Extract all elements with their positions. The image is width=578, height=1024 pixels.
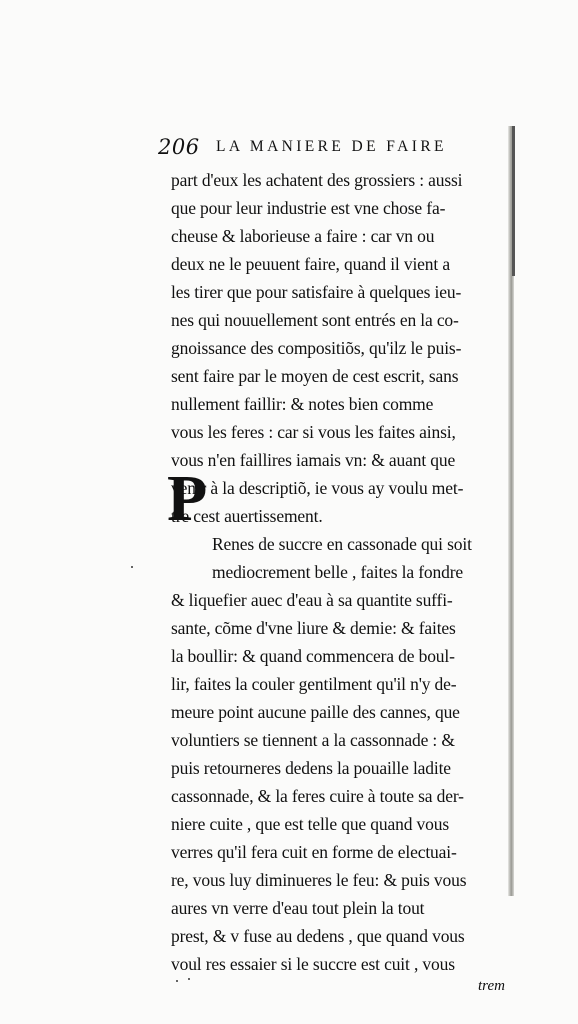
text-line: cheuse & laborieuse a faire : car vn ou	[171, 226, 435, 246]
running-title: LA MANIERE DE FAIRE	[216, 138, 447, 155]
text-line: nullement faillir: & notes bien comme	[171, 394, 434, 414]
text-line: venir à la descriptiõ, ie vous ay voulu met-	[171, 478, 464, 498]
ink-speck	[176, 980, 178, 982]
text-line: re, vous luy diminueres le feu: & puis vous	[171, 870, 467, 890]
drop-cap-initial: P	[167, 462, 208, 535]
ink-speck	[131, 566, 133, 568]
text-line: puis retourneres dedens la pouaille ladite	[171, 758, 451, 778]
text-line: cassonnade, & la feres cuire à toute sa der-	[171, 786, 464, 806]
text-line: que pour leur industrie est vne chose fa-	[171, 198, 446, 218]
text-line: deux ne le peuuent faire, quand il vient a	[171, 254, 450, 274]
text-line: la boullir: & quand commencera de boul-	[171, 646, 455, 666]
text-line: vous n'en faillires iamais vn: & auant que	[171, 450, 456, 470]
text-line: sante, cõme d'vne liure & demie: & faites	[171, 618, 456, 638]
binding-shadow	[512, 126, 515, 276]
text-line: mediocrement belle , faites la fondre	[212, 562, 464, 582]
text-line: vous les feres : car si vous les faites ainsi,	[171, 422, 456, 442]
catchword: trem	[478, 978, 505, 994]
text-line: gnoissance des compositiõs, qu'ilz le puis-	[171, 338, 462, 358]
ink-speck	[188, 978, 190, 980]
text-line: verres qu'il fera cuit en forme de electuai-	[171, 842, 457, 862]
text-line: tre cest auertissement.	[171, 506, 323, 526]
running-head	[158, 134, 508, 166]
text-line: les tirer que pour satisfaire à quelques ieu-	[171, 282, 462, 302]
text-line: prest, & v fuse au dedens , que quand vous	[171, 926, 465, 946]
text-line: lir, faites la couler gentilment qu'il n'y de-	[171, 674, 457, 694]
text-line: voul res essaier si le succre est cuit , vous	[171, 954, 455, 974]
text-line: voluntiers se tiennent a la cassonnade : &	[171, 730, 455, 750]
page-number: 206	[158, 135, 200, 159]
text-line-first	[212, 530, 472, 558]
text-line: part d'eux les achatent des grossiers : aussi	[171, 170, 463, 190]
text-line: meure point aucune paille des cannes, que	[171, 702, 460, 722]
text-line: nes qui nouuellement sont entrés en la co-	[171, 310, 459, 330]
text-line: niere cuite , que est telle que quand vous	[171, 814, 449, 834]
text-line: & liquefier auec d'eau à sa quantite suffi-	[171, 590, 453, 610]
text-line: aures vn verre d'eau tout plein la tout	[171, 898, 425, 918]
text-line: sent faire par le moyen de cest escrit, sans	[171, 366, 459, 386]
first-line-text: Renes de succre en cassonade qui soit	[212, 534, 472, 554]
